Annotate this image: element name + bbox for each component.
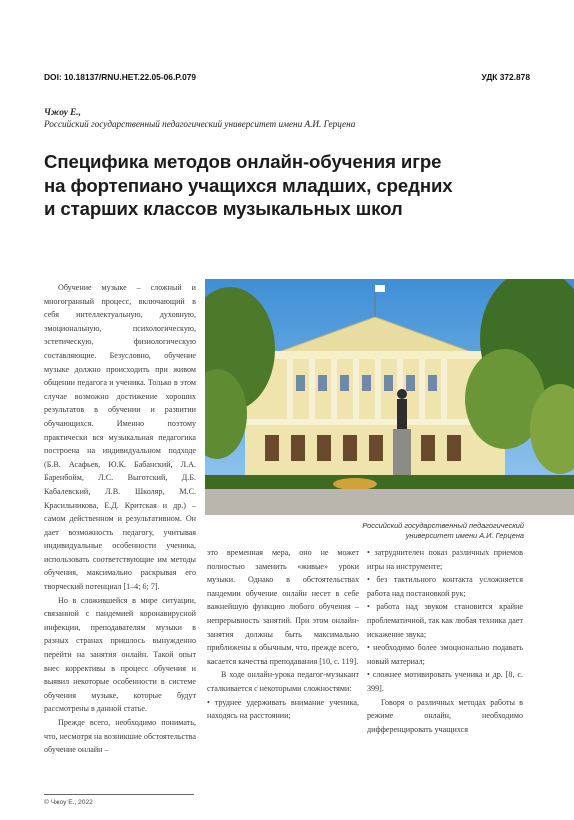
paragraph: Прежде всего, необходимо понимать, что, несмотря на возникшие обстоятельства обучение онлайн –	[44, 718, 196, 755]
author-name: Чжоу Е.,	[44, 107, 81, 117]
copyright: © Чжоу Е., 2022	[44, 799, 93, 806]
list-item: • без тактильного контакта усложняется работа над постановкой рук;	[367, 575, 523, 598]
list-item: • сложнее мотивировать ученика и др. [8, с. 399].	[367, 670, 523, 693]
list-item: • труднее удерживать внимание ученика, находясь на расстоянии;	[207, 697, 359, 721]
photo-caption	[300, 521, 524, 541]
footnote-divider	[44, 794, 194, 795]
list-item: • необходимо более эмоционально подавать новый материал;	[367, 643, 523, 666]
text-column-3	[367, 546, 523, 736]
paragraph: Говоря о различных методах работы в режиме онлайн, необходимо дифференцировать учащихся	[367, 697, 523, 734]
caption-line: Российский государственный педагогический	[362, 521, 524, 530]
paragraph: это временная мера, оно не может полностью заменить «живые» уроки музыки. Однако в обстоятельствах пандемии обучение онлайн несет в себе важнейшую функцию любого обучения – непрерывность занятий. При этом онлайн-занятия должны быть максимально приближены к обычным, что, прежде всего, касается качества преподавания [10, с. 119].	[207, 548, 359, 666]
title-line: на фортепиано учащихся младших, средних	[44, 174, 453, 196]
author-affiliation: Российский государственный педагогический университет имени А.И. Герцена	[44, 119, 356, 129]
university-photo	[205, 279, 574, 515]
paragraph: Но в сложившейся в мире ситуации, связанной с пандемией коронавирусной инфекции, преподавателям музыки в разных странах пришлось вынужденно перейти на занятия онлайн. Такой опыт внес коррективы в процесс обучения и выявил некоторые особенности в системе обучения музыке, которые будут рассмотрены в данной статье.	[44, 595, 196, 714]
doi: DOI: 10.18137/RNU.HET.22.05-06.P.079	[44, 72, 197, 82]
paragraph: Обучение музыке – сложный и многогранный процесс, включающий в себя интеллектуальную, духовную, эмоциональную, психологическую, эстетическую, физиологическую составляющие. Безусловно, обучение музыке должно происходить при живом общении педагога и ученика. Только в этом случае возможно достижение хороших результатов в обучении и развитии обучающихся. Именно поэтому практически вся музыкальная педагогика построена на индивидуальном подходе (Б.В. Асафьев, Ю.К. Бабанский, Л.А. Баренбойм, Л.С. Выготский, Д.Б. Кабалевский, Л.В. Школяр, М.С. Красильникова, Е.Д. Критская и др.) – самом действенном и результативном. Он дает возможность педагогу, учитывая индивидуальные особенности ученика, использовать соответствующие им методы обучения, максимально раскрывая его творческий потенциал [1–4; 6; 7].	[44, 283, 196, 592]
caption-line: университет имени А.И. Герцена	[405, 531, 524, 540]
article-title	[44, 150, 544, 221]
udk-code: УДК 372.878	[481, 72, 530, 82]
title-line: Специфика методов онлайн-обучения игре	[44, 151, 442, 172]
text-column-1	[44, 281, 196, 757]
list-item: • затруднителен показ различных приемов игры на инструменте;	[367, 548, 523, 571]
text-column-2	[207, 546, 359, 723]
title-line: и старших классов музыкальных школ	[44, 198, 403, 219]
paragraph: В ходе онлайн-урока педагог-музыкант сталкивается с некоторыми сложностями:	[207, 670, 359, 693]
list-item: • работа над звуком становится крайне проблематичной, так как любая техника дает искажение звука;	[367, 602, 523, 639]
